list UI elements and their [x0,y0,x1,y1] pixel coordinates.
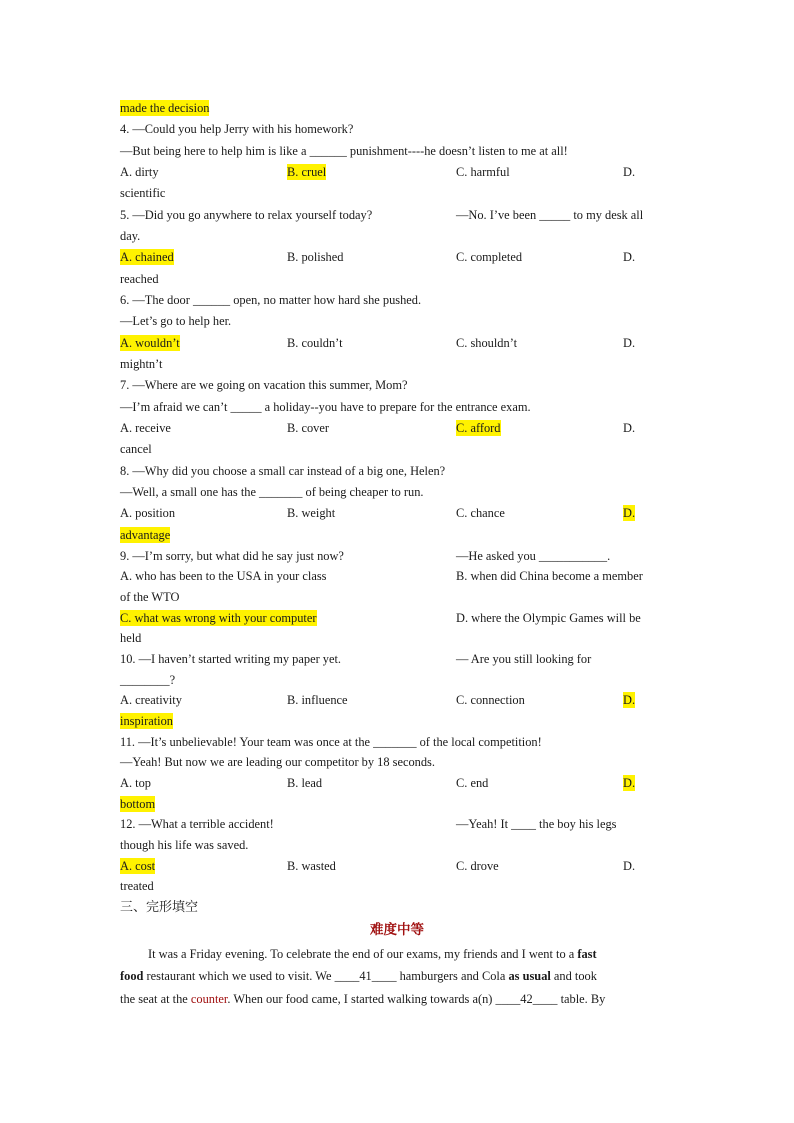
q10-option-d-text: inspiration [120,714,173,728]
q6-line2: —Let’s go to help her. [120,314,232,328]
q6-option-b: B. couldn’t [287,336,343,350]
q11-stem: 11. —It’s unbelievable! Your team was once at the _______ of the local competition! [120,735,542,749]
q7-line2: —I’m afraid we can’t _____ a holiday--you have to prepare for the entrance exam. [120,400,531,414]
q5-option-a: A. chained [120,250,174,264]
q9-option-a: A. who has been to the USA in your class [120,569,327,583]
q5-reply: —No. I’ve been _____ to my desk all [456,208,644,222]
q7-option-d: D. [623,421,636,435]
passage-text: It was a Friday evening. To celebrate the end of our exams, my friends and I went to a [148,947,578,961]
passage-line-1 [148,946,597,962]
passage-line-2 [120,968,597,984]
passage-text: hamburgers and Cola [396,969,509,983]
passage-text: restaurant which we used to visit. We [143,969,335,983]
q9-reply: —He asked you ___________. [456,549,611,563]
difficulty-label: 难度中等 [370,922,424,938]
q10-stem: 10. —I haven’t started writing my paper yet. [120,652,342,666]
q6-stem: 6. —The door ______ open, no matter how hard she pushed. [120,293,422,307]
q11-line2: —Yeah! But now we are leading our competitor by 18 seconds. [120,755,435,769]
passage-highlight-word: counter [190,992,228,1006]
q9-option-c: C. what was wrong with your computer [120,611,317,625]
q9-option-b-cont: of the WTO [120,590,180,604]
q5-option-b: B. polished [287,250,344,264]
q12-stem: 12. —What a terrible accident! [120,817,274,831]
q10-option-b: B. influence [287,693,348,707]
q8-option-c: C. chance [456,506,505,520]
q12-option-d-text: treated [120,879,154,893]
passage-text: . When our food came, I started walking towards a(n) [227,992,496,1006]
q5-option-c: C. completed [456,250,523,264]
q8-option-a: A. position [120,506,176,520]
q9-stem: 9. —I’m sorry, but what did he say just now? [120,549,344,563]
q11-option-a: A. top [120,776,151,790]
passage-line-3 [120,991,605,1007]
passage-keyword: as usual [508,969,551,983]
q9-option-b: B. when did China become a member [456,569,643,583]
q4-option-a: A. dirty [120,165,159,179]
q12-reply: —Yeah! It ____ the boy his legs [456,817,617,831]
q3-answer-continuation: made the decision [120,101,210,115]
q6-option-c: C. shouldn’t [456,336,518,350]
q7-option-b: B. cover [287,421,329,435]
q10-reply: — Are you still looking for [456,652,592,666]
q8-option-b: B. weight [287,506,336,520]
passage-text: and took [550,969,597,983]
passage-keyword: food [120,969,144,983]
q12-option-d: D. [623,859,636,873]
q6-option-d: D. [623,336,636,350]
q10-option-c: C. connection [456,693,525,707]
q4-line2: —But being here to help him is like a ______ punishment----he doesn’t listen to me at all! [120,144,568,158]
q7-option-d-text: cancel [120,442,152,456]
q12-line2: though his life was saved. [120,838,249,852]
q4-option-d: D. [623,165,636,179]
q7-option-c: C. afford [456,421,501,435]
q10-option-d: D. [623,693,636,707]
q9-option-d-cont: held [120,631,142,645]
q6-option-a: A. wouldn’t [120,336,180,350]
q10-option-a: A. creativity [120,693,182,707]
q12-option-a: A. cost [120,859,156,873]
q11-option-d: D. [623,776,636,790]
q5-option-d-text: reached [120,272,159,286]
q8-option-d: D. [623,506,636,520]
q4-option-d-text: scientific [120,186,166,200]
q4-option-c: C. harmful [456,165,510,179]
q7-stem: 7. —Where are we going on vacation this summer, Mom? [120,378,408,392]
q4-stem: 4. —Could you help Jerry with his homework? [120,122,354,136]
blank-41: ____41____ [334,969,397,983]
q11-option-d-text: bottom [120,797,156,811]
passage-text: the seat at the [120,992,191,1006]
q11-option-b: B. lead [287,776,323,790]
q6-option-d-text: mightn’t [120,357,163,371]
blank-42: ____42____ [495,992,558,1006]
q12-option-c: C. drove [456,859,499,873]
q5-option-d: D. [623,250,636,264]
q10-reply-cont: ________? [120,673,176,687]
q8-stem: 8. —Why did you choose a small car instead of a big one, Helen? [120,464,446,478]
q8-line2: —Well, a small one has the _______ of being cheaper to run. [120,485,424,499]
q5-stem: 5. —Did you go anywhere to relax yourself today? [120,208,373,222]
q12-option-b: B. wasted [287,859,336,873]
q5-reply-cont: day. [120,229,141,243]
section-heading: 三、完形填空 [120,900,199,915]
q8-option-d-text: advantage [120,528,171,542]
q4-option-b: B. cruel [287,165,327,179]
passage-text: table. By [557,992,606,1006]
q7-option-a: A. receive [120,421,171,435]
passage-keyword: fast [577,947,597,961]
q9-option-d: D. where the Olympic Games will be [456,611,641,625]
q11-option-c: C. end [456,776,489,790]
